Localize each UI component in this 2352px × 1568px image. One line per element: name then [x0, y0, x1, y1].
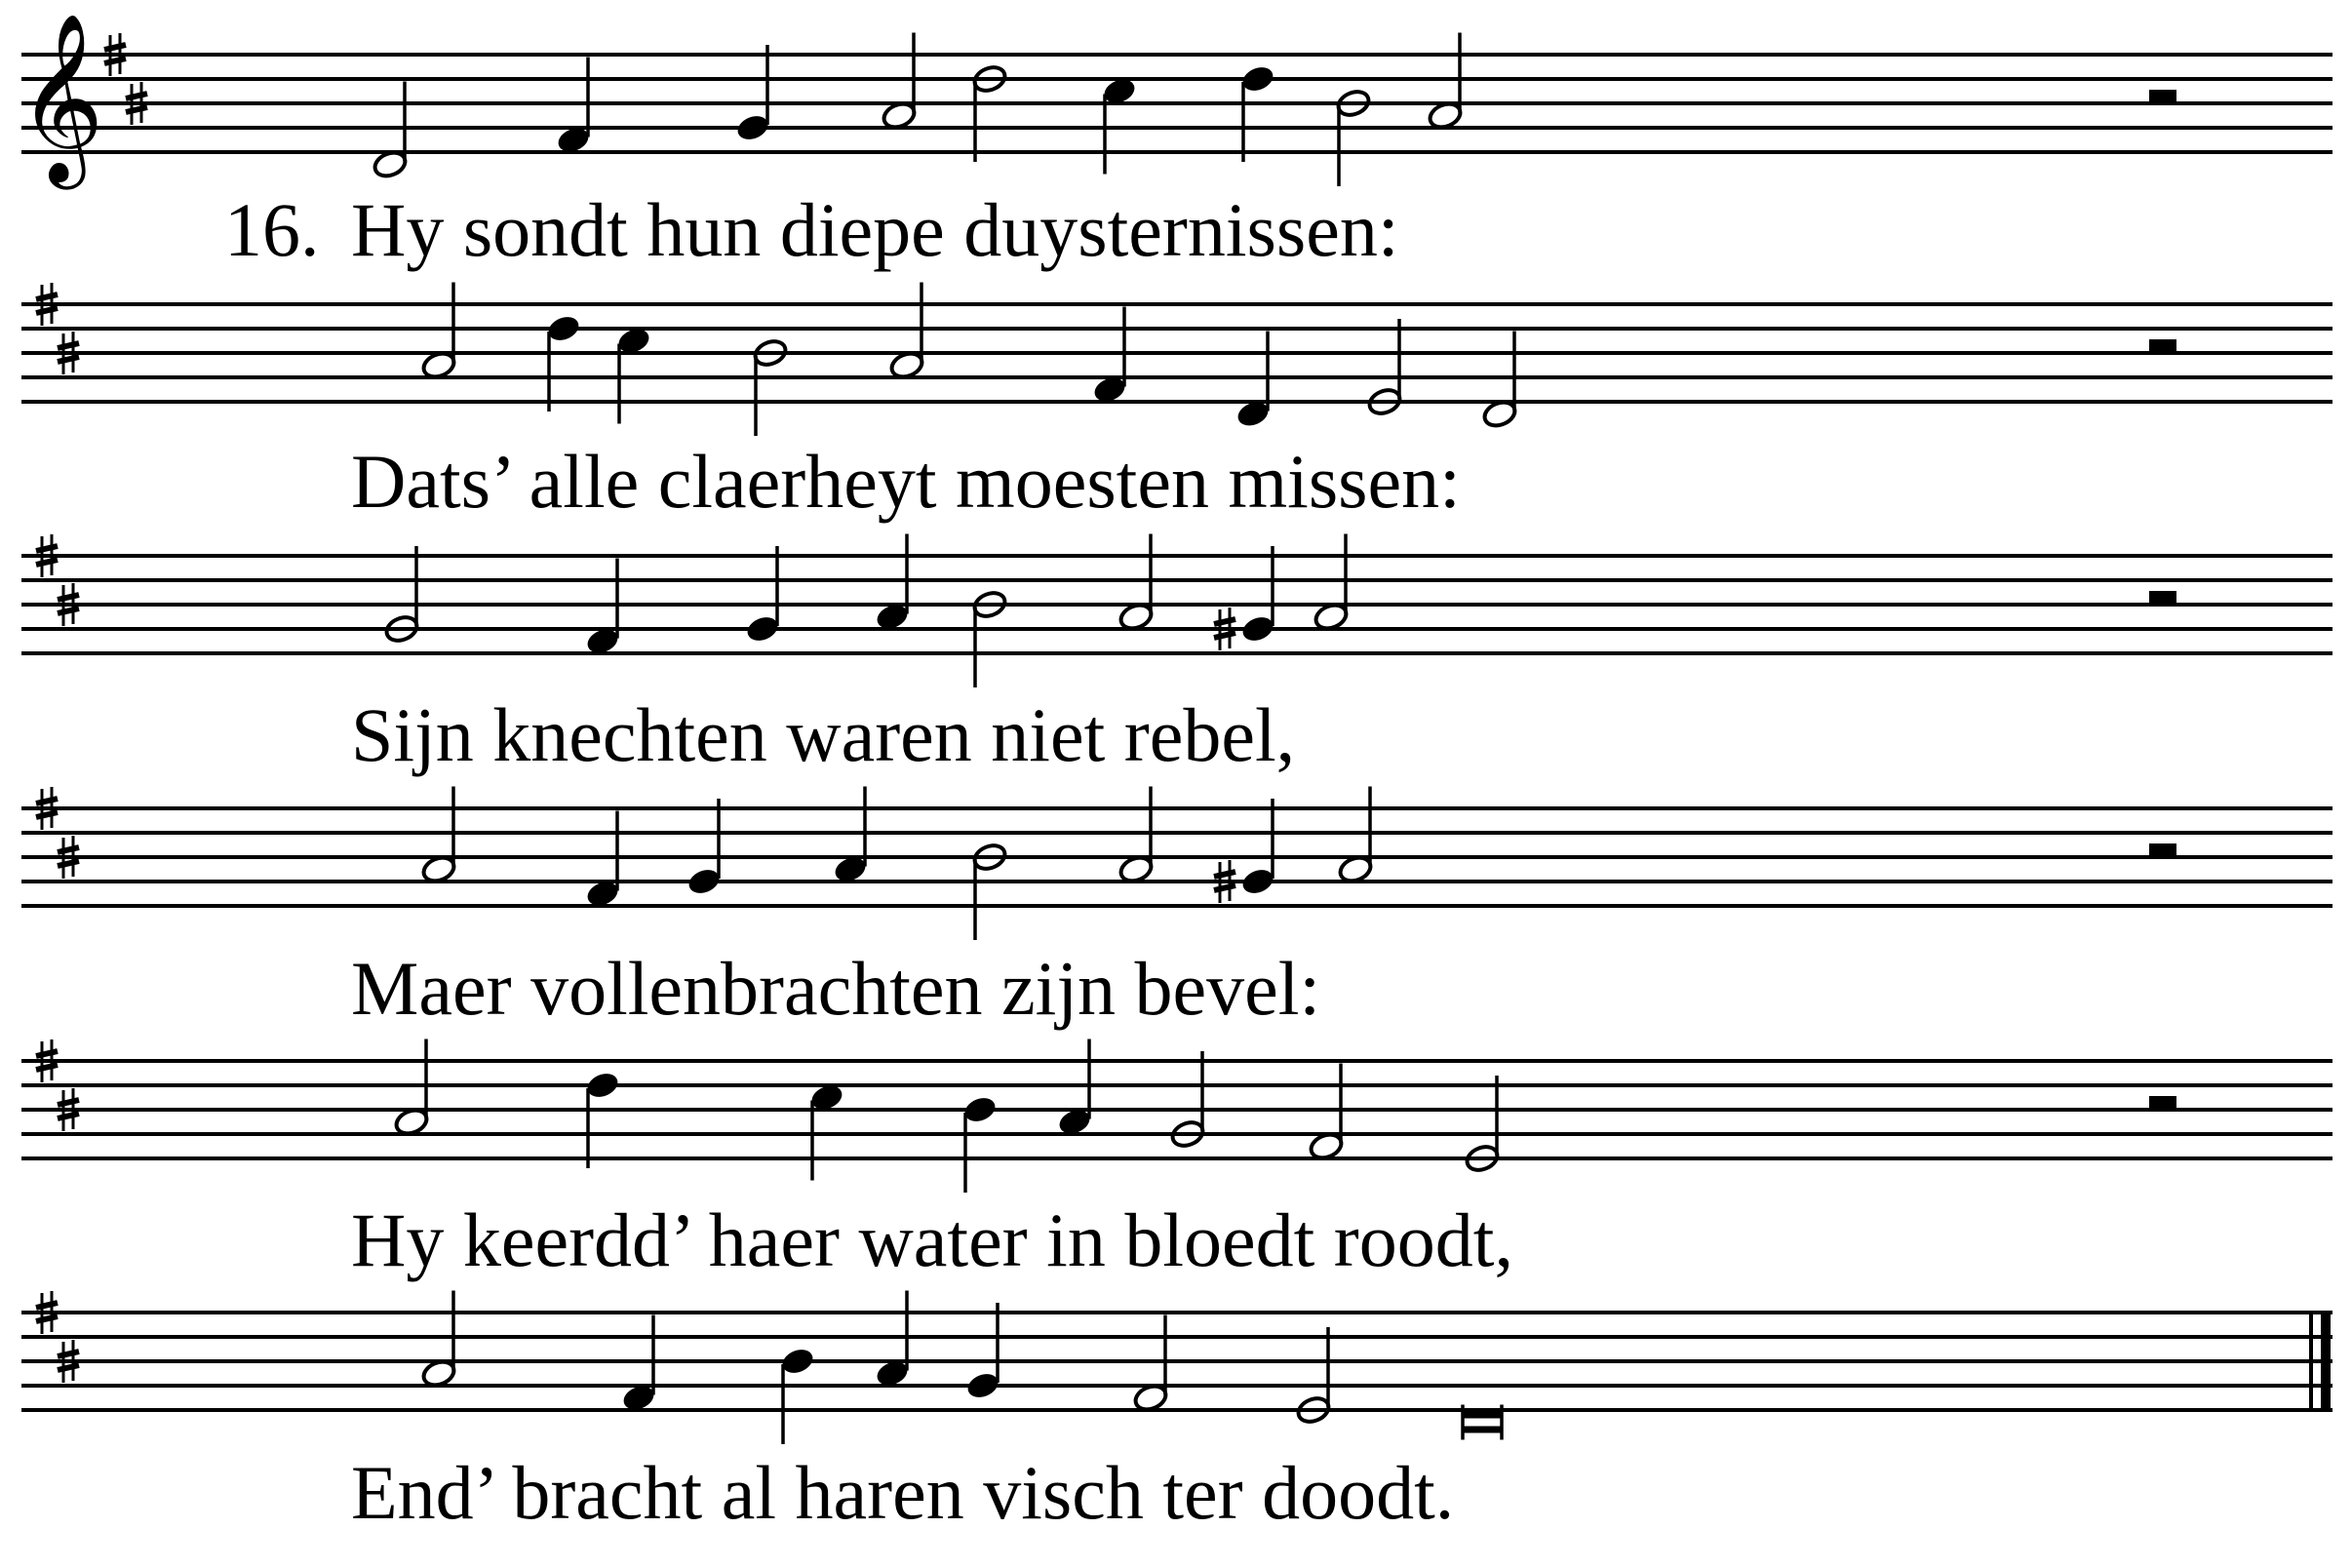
lyric-line: Hy keerdd’ haer water in bloedt roodt,: [351, 1197, 1513, 1282]
lyric-line: Hy sondt hun diepe duysternissen:: [351, 187, 1399, 272]
verse-number: 16.: [224, 187, 320, 272]
note: [964, 1303, 1001, 1401]
staff-system: [21, 534, 2332, 778]
note: [393, 1039, 430, 1138]
breve-bar: [1463, 1412, 1502, 1419]
note: [808, 1081, 845, 1180]
staff-system: [18, 13, 2332, 272]
note: [1481, 332, 1518, 430]
note: [584, 559, 621, 657]
lyric-line: Maer vollenbrachten zijn bevel:: [351, 946, 1321, 1031]
staff-system: [21, 787, 2332, 1032]
note: [1091, 307, 1128, 406]
lyric-line: End’ bracht al haren visch ter doodt.: [351, 1450, 1455, 1535]
half-rest-icon: [2149, 1096, 2176, 1110]
staff-system: [21, 1039, 2332, 1283]
note: [1117, 787, 1155, 885]
note: [1132, 1315, 1169, 1414]
note: [1214, 799, 1276, 903]
note: [888, 283, 925, 381]
note: [420, 787, 457, 885]
breve-bar: [1463, 1427, 1502, 1433]
half-rest-icon: [2149, 591, 2176, 605]
note: [584, 811, 621, 910]
note: [961, 1094, 999, 1193]
note: [874, 534, 911, 633]
staff-system: [21, 283, 2332, 525]
lyric-line: Dats’ alle claerheyt moesten missen:: [351, 439, 1461, 524]
note: [1313, 534, 1350, 633]
note: [420, 1291, 457, 1390]
half-rest-icon: [2149, 90, 2176, 103]
note: [1308, 1064, 1345, 1162]
note: [1214, 546, 1276, 650]
note: [1056, 1039, 1093, 1138]
note: [881, 33, 918, 132]
note: [545, 313, 582, 412]
treble-clef-icon: 𝄞: [18, 13, 104, 182]
note: [744, 546, 781, 645]
note: [1427, 33, 1464, 132]
note: [1117, 534, 1155, 633]
note: [372, 82, 409, 180]
lyric-line: Sijn knechten waren niet rebel,: [351, 692, 1296, 777]
note: [555, 58, 592, 156]
staff-system: [21, 1291, 2332, 1536]
note: [1337, 787, 1374, 885]
note: [1239, 63, 1276, 162]
note: [420, 283, 457, 381]
note: [686, 799, 723, 897]
half-rest-icon: [2149, 843, 2176, 857]
final-barline: [2321, 1313, 2331, 1410]
note: [874, 1291, 911, 1390]
note: [620, 1315, 657, 1414]
note: [615, 325, 652, 423]
score-systems: [18, 13, 2332, 1535]
half-rest-icon: [2149, 339, 2176, 353]
note: [1235, 332, 1272, 430]
note: [584, 1070, 621, 1168]
note: [1101, 75, 1138, 174]
note: [779, 1346, 816, 1444]
note: [734, 45, 771, 143]
note: [832, 787, 869, 885]
